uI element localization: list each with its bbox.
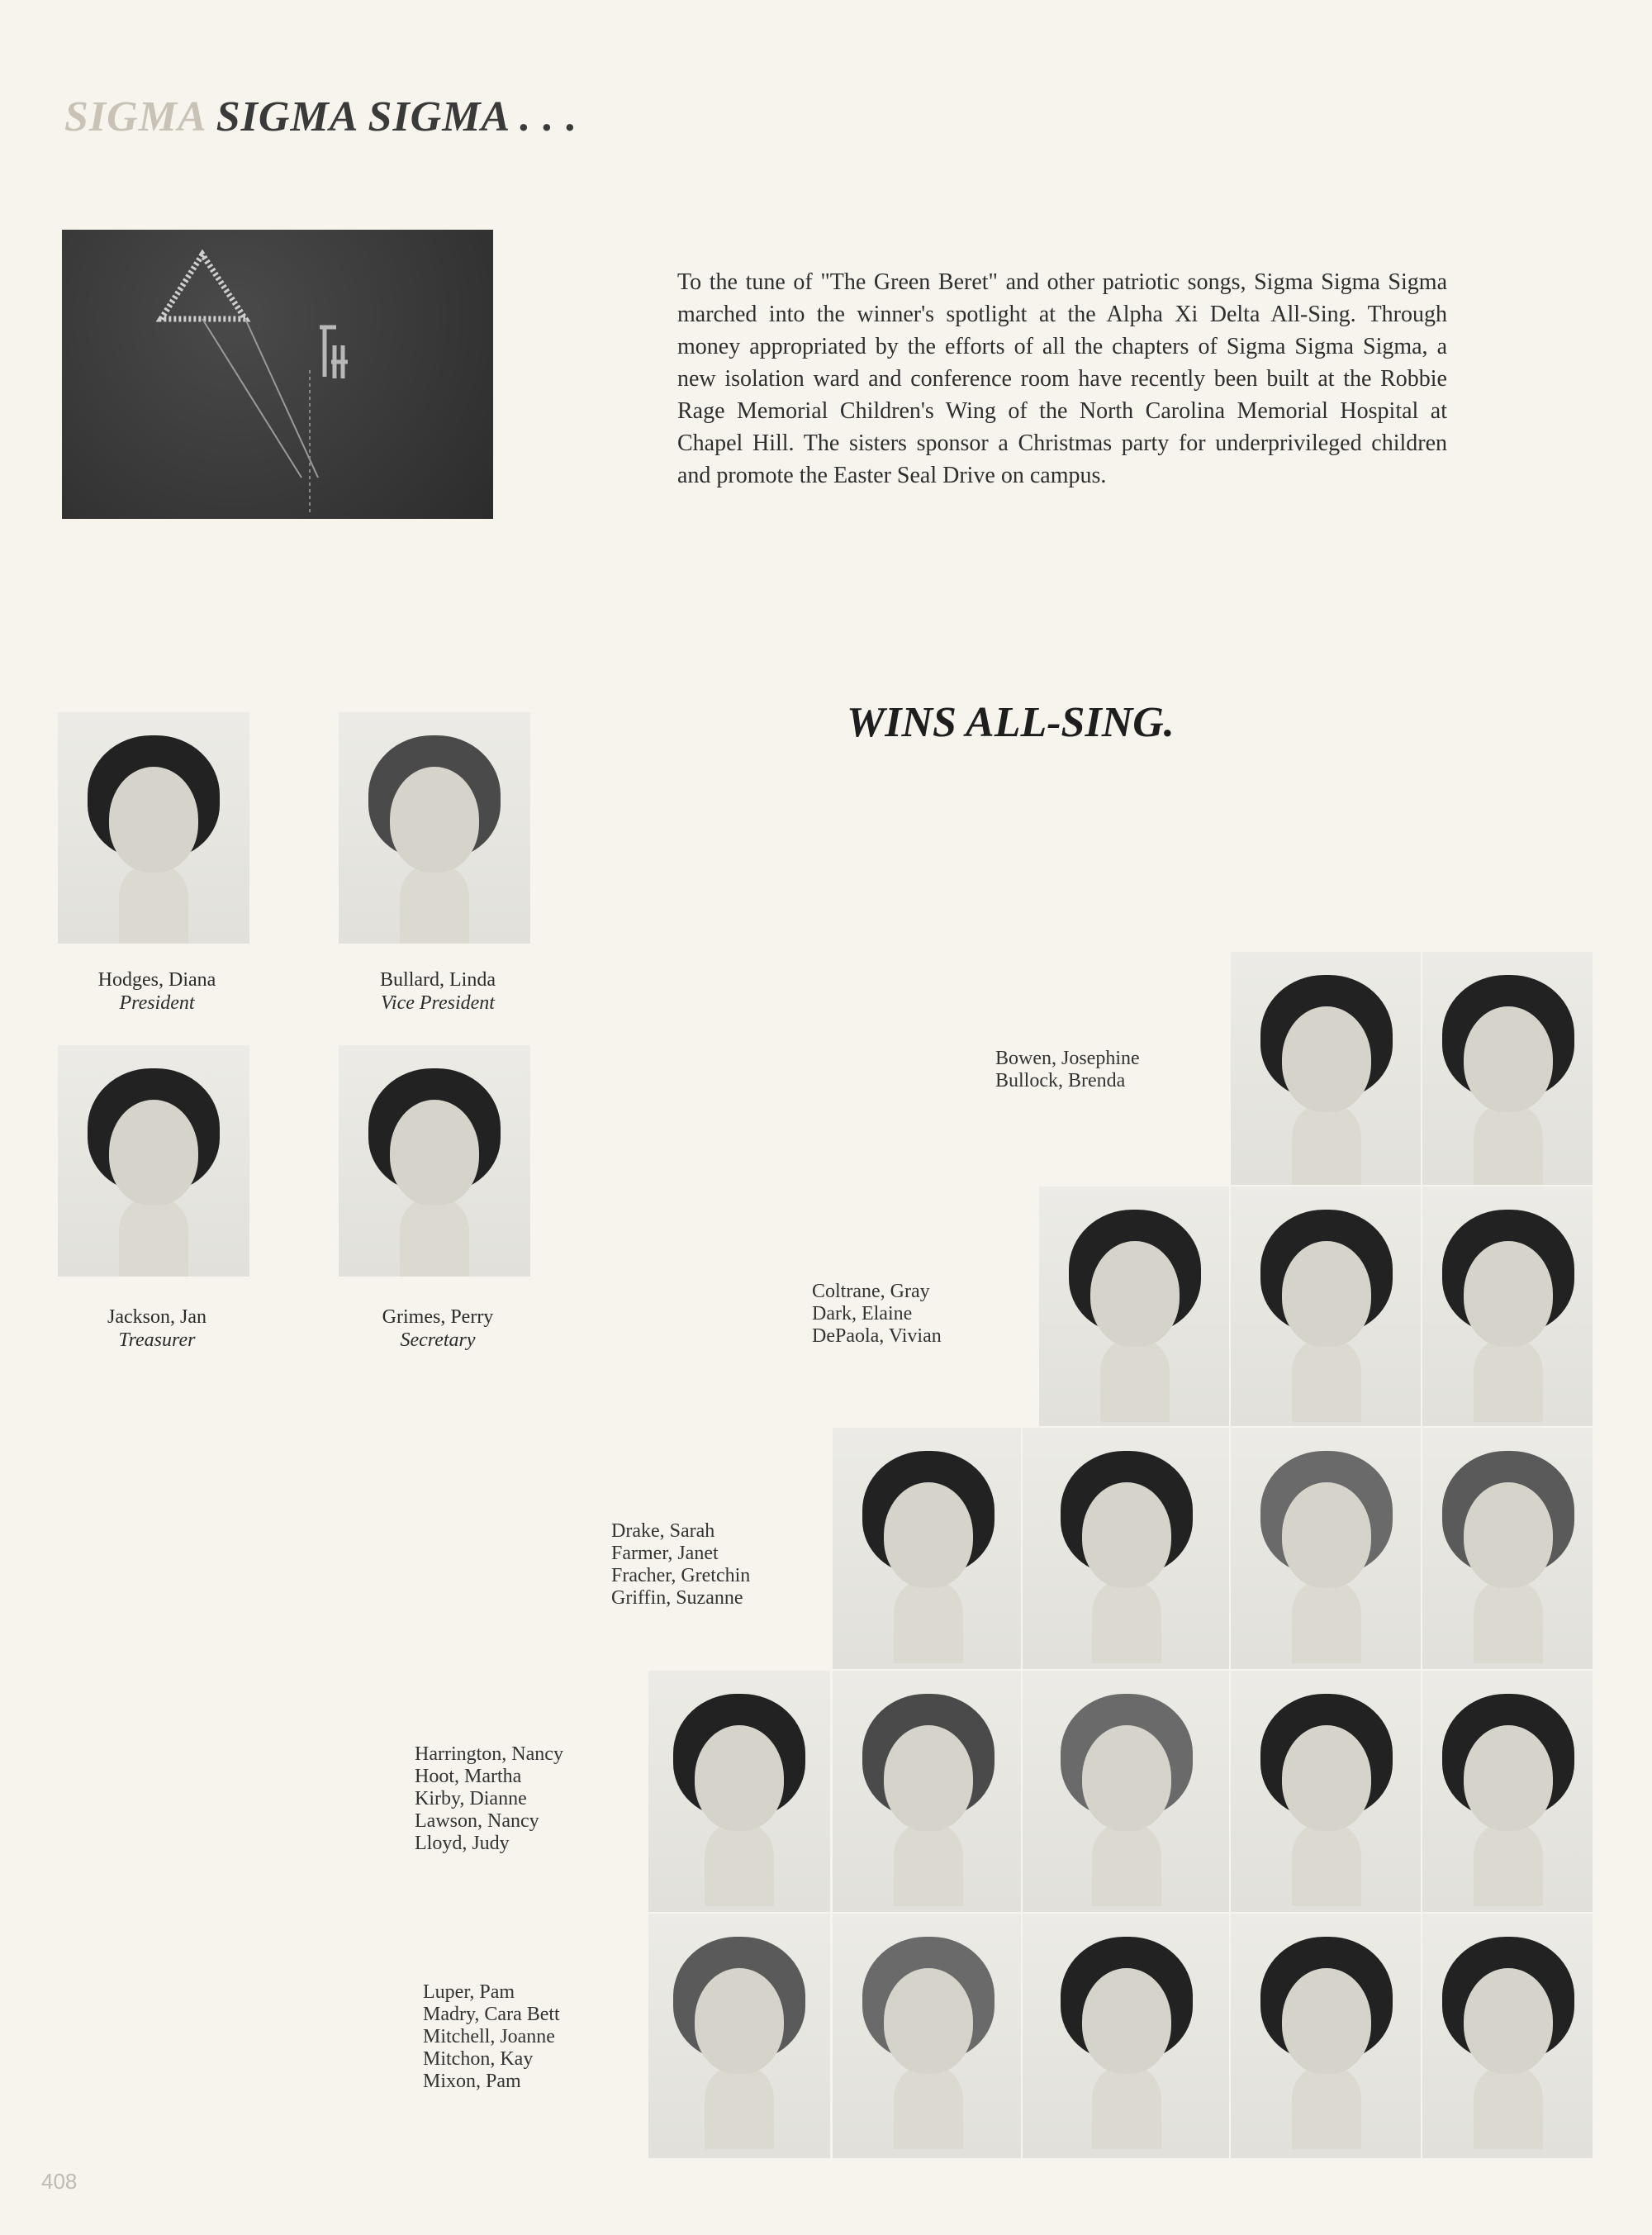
member-name: Dark, Elaine — [812, 1303, 913, 1324]
member-name: Madry, Cara Bett — [423, 2004, 560, 2025]
officer-name: Jackson, Jan — [107, 1306, 206, 1328]
officer-caption — [330, 968, 545, 1015]
member-name: Fracher, Gretchin — [611, 1565, 751, 1586]
pin-illustration — [62, 230, 493, 519]
member-photo — [833, 1914, 1021, 2158]
member-photo — [1422, 1428, 1593, 1669]
member-name: Harrington, Nancy — [415, 1743, 563, 1765]
member-photo — [1231, 1428, 1421, 1669]
member-names-row-3 — [611, 1520, 750, 1610]
member-photo — [1422, 1671, 1593, 1912]
member-name: Hoot, Martha — [415, 1766, 522, 1787]
intro-paragraph: To the tune of "The Green Beret" and other patriotic songs, Sigma Sigma Sigma marched into the winner's spotlight at the Alpha Xi Delta All-Sing. Through money appropriated by the efforts of all the chapters of Sigma Sigma Sigma, a new isolation ward and conference room have recently been built at the Robbie Rage Memorial Children's Wing of the North Carolina Memorial Hospital at Chapel Hill. The sisters sponsor a Christmas party for underprivileged children and promote the Easter Seal Drive on campus. — [677, 269, 1447, 488]
page-title — [64, 93, 577, 141]
member-name: Lloyd, Judy — [415, 1833, 510, 1854]
member-photo — [833, 1671, 1021, 1912]
member-photo — [648, 1671, 830, 1912]
member-name: Bowen, Josephine — [995, 1048, 1140, 1069]
officer-caption — [330, 1305, 545, 1352]
section-subhead: WINS ALL-SING. — [847, 699, 1175, 746]
member-photo — [648, 1914, 830, 2158]
member-name: DePaola, Vivian — [812, 1325, 942, 1347]
sorority-pin-photo — [62, 230, 493, 519]
title-faded: SIGMA — [64, 93, 205, 140]
officer-caption — [50, 1305, 264, 1352]
member-photo — [1422, 1186, 1593, 1426]
member-name: Drake, Sarah — [611, 1520, 715, 1542]
member-photo — [1039, 1186, 1229, 1426]
officer-role: President — [119, 992, 195, 1014]
member-photo — [833, 1428, 1021, 1669]
member-name: Kirby, Dianne — [415, 1788, 527, 1809]
member-photo — [1422, 952, 1593, 1185]
member-name: Lawson, Nancy — [415, 1810, 539, 1832]
member-photo — [1023, 1428, 1229, 1669]
member-photo — [1422, 1914, 1593, 2158]
officer-role: Vice President — [381, 992, 495, 1014]
officer-photo — [58, 1045, 249, 1277]
member-name: Bullock, Brenda — [995, 1070, 1126, 1091]
officer-name: Bullard, Linda — [380, 969, 496, 991]
page-number: 408 — [41, 2169, 78, 2194]
member-photo — [1231, 1914, 1421, 2158]
officer-caption — [50, 968, 264, 1015]
officer-name: Hodges, Diana — [97, 969, 216, 991]
member-names-row-1 — [995, 1048, 1140, 1092]
member-name: Mixon, Pam — [423, 2071, 521, 2092]
member-name: Mitchell, Joanne — [423, 2026, 555, 2047]
member-names-row-4 — [415, 1743, 563, 1855]
member-name: Luper, Pam — [423, 1981, 515, 2003]
officer-photo — [58, 712, 249, 944]
member-photo — [1231, 1186, 1421, 1426]
officer-name: Grimes, Perry — [382, 1306, 494, 1328]
member-photo — [1231, 1671, 1421, 1912]
member-photo — [1023, 1671, 1229, 1912]
title-main: SIGMA SIGMA . . . — [216, 93, 578, 140]
officer-photo — [339, 1045, 530, 1277]
officer-role: Secretary — [400, 1329, 476, 1351]
member-name: Griffin, Suzanne — [611, 1587, 743, 1609]
officer-photo — [339, 712, 530, 944]
officer-role: Treasurer — [118, 1329, 196, 1351]
member-names-row-5 — [423, 1981, 560, 2093]
member-photo — [1023, 1914, 1229, 2158]
member-names-row-2 — [812, 1281, 942, 1348]
member-name: Farmer, Janet — [611, 1543, 719, 1564]
member-photo — [1231, 952, 1421, 1185]
member-name: Mitchon, Kay — [423, 2048, 534, 2070]
member-name: Coltrane, Gray — [812, 1281, 930, 1302]
